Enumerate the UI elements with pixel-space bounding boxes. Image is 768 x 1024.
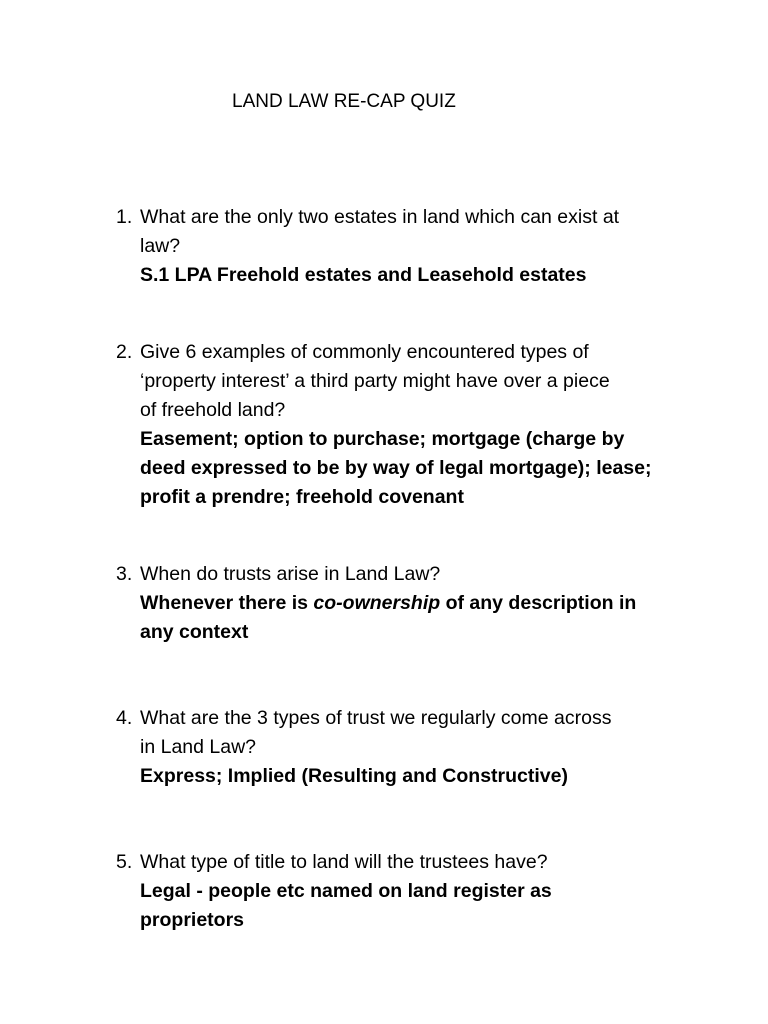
quiz-item-3 bbox=[116, 560, 716, 647]
question-text: When do trusts arise in Land Law? bbox=[140, 563, 441, 585]
answer-text: Easement; option to purchase; mortgage (charge by deed expressed to be by way of legal mortgage); lease; profit a prendre; freehold covenant bbox=[140, 428, 652, 508]
quiz-item-body bbox=[140, 560, 716, 647]
question-text: What type of title to land will the trustees have? bbox=[140, 851, 548, 873]
answer-text: S.1 LPA Freehold estates and Leasehold estates bbox=[140, 264, 587, 286]
answer-emphasis: co-ownership bbox=[313, 592, 441, 614]
question-number: 1. bbox=[116, 206, 133, 228]
question-number: 4. bbox=[116, 707, 133, 729]
answer-text-start: Whenever there is bbox=[140, 592, 314, 614]
answer-text-end: of any description in any context bbox=[140, 592, 637, 643]
answer-text: Express; Implied (Resulting and Constructive) bbox=[140, 765, 568, 787]
quiz-item-body bbox=[140, 338, 716, 512]
quiz-item-body bbox=[140, 848, 716, 935]
question-text: What are the 3 types of trust we regularly come across in Land Law? bbox=[140, 707, 612, 758]
question-text: Give 6 examples of commonly encountered types of ‘property interest’ a third party might have over a piece of freehold land? bbox=[140, 341, 610, 421]
quiz-item-body bbox=[140, 704, 716, 791]
document-title: LAND LAW RE-CAP QUIZ bbox=[232, 91, 456, 112]
answer-text: Legal - people etc named on land register as proprietors bbox=[140, 880, 552, 931]
question-number: 5. bbox=[116, 851, 133, 873]
quiz-item-2 bbox=[116, 338, 716, 512]
question-number: 2. bbox=[116, 341, 133, 363]
quiz-item-4 bbox=[116, 704, 716, 791]
answer-text bbox=[140, 589, 716, 647]
quiz-item-body bbox=[140, 203, 716, 290]
question-text: What are the only two estates in land which can exist at law? bbox=[140, 206, 620, 257]
quiz-item-1 bbox=[116, 203, 716, 290]
question-number: 3. bbox=[116, 563, 133, 585]
quiz-item-5 bbox=[116, 848, 716, 935]
